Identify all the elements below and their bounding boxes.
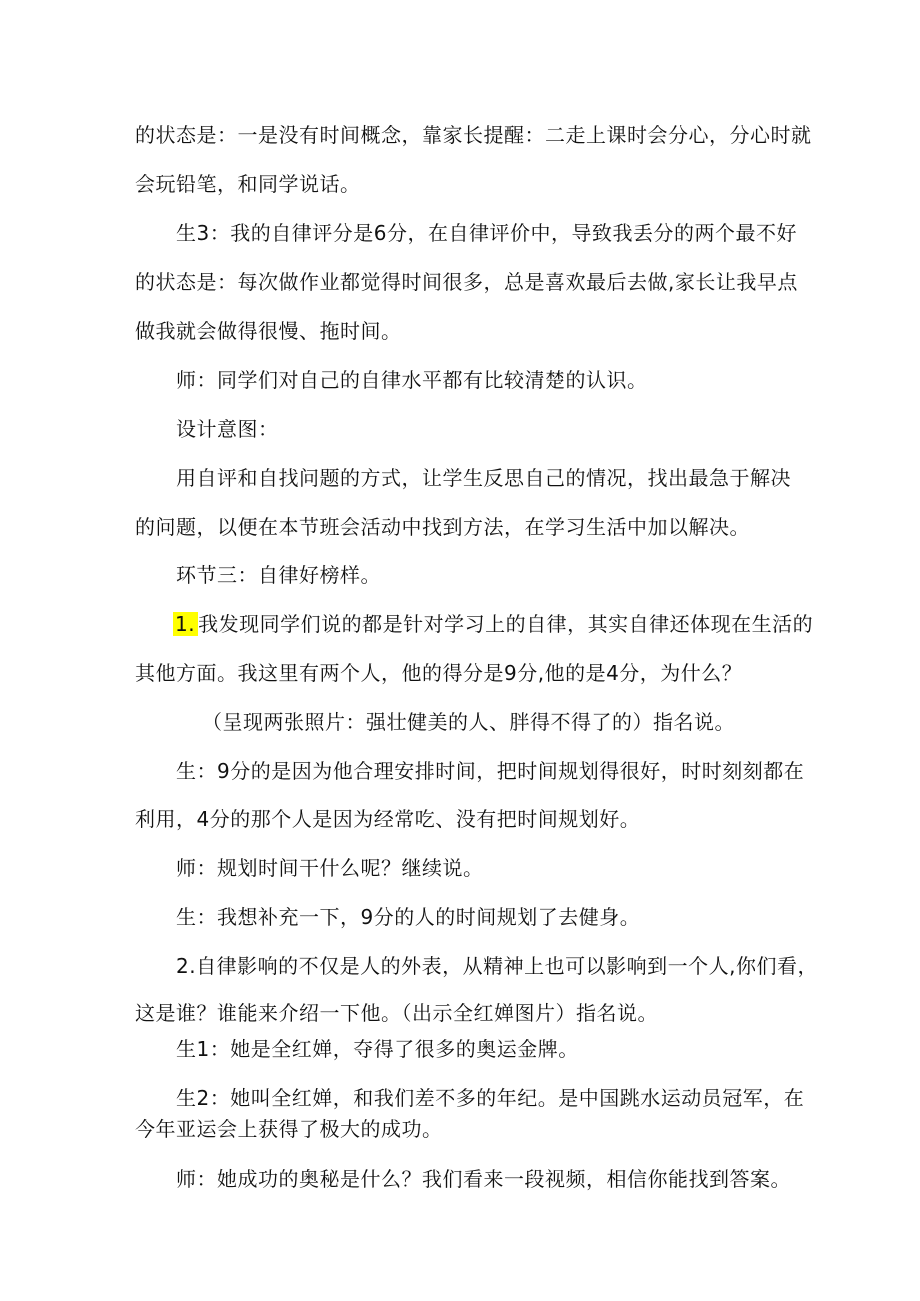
text-line: 这是谁？谁能来介绍一下他。（出示全红婵图片）指名说。: [135, 1001, 658, 1025]
text-line: 生2：她叫全红婵，和我们差不多的年纪。是中国跳水运动员冠军，在: [176, 1086, 805, 1110]
text-line: 用自评和自找问题的方式，让学生反思自己的情况，找出最急于解决: [176, 466, 791, 490]
text-line: 环节三：自律好榜样。: [176, 563, 381, 587]
text-line: 生：我想补充一下，9分的人的时间规划了去健身。: [176, 905, 641, 929]
text-line: （呈现两张照片：强壮健美的人、胖得不得了的）指名说。: [202, 710, 735, 734]
highlight-marker: 1.: [173, 612, 198, 636]
line-text: 我发现同学们说的都是针对学习上的自律，其实自律还体现在生活的: [198, 612, 814, 636]
text-line: 生3：我的自律评分是6分，在自律评价中，导致我丢分的两个最不好: [176, 221, 797, 245]
text-line: 会玩铅笔，和同学说话。: [135, 172, 361, 196]
text-line: 的状态是：每次做作业都觉得时间很多，总是喜欢最后去做,家长让我早点: [135, 270, 798, 294]
text-line: 今年亚运会上获得了极大的成功。: [135, 1117, 443, 1141]
text-line-highlighted: [176, 610, 920, 638]
text-line: 生：9分的是因为他合理安排时间，把时间规划得很好，时时刻刻都在: [176, 759, 805, 783]
text-line: 做我就会做得很慢、拖时间。: [135, 319, 402, 343]
text-line: 师：同学们对自己的自律水平都有比较清楚的认识。: [176, 368, 648, 392]
text-line: 的状态是：一是没有时间概念，靠家长提醒：二走上课时会分心，分心时就: [135, 123, 812, 147]
text-line: 师：她成功的奥秘是什么？我们看来一段视频，相信你能找到答案。: [176, 1167, 791, 1191]
text-line: 的问题，以便在本节班会活动中找到方法，在学习生活中加以解决。: [135, 515, 750, 539]
text-line: 师：规划时间干什么呢？继续说。: [176, 856, 484, 880]
text-line: 设计意图：: [176, 417, 279, 441]
text-line: 2.自律影响的不仅是人的外表，从精神上也可以影响到一个人,你们看，: [176, 954, 818, 978]
text-line: 其他方面。我这里有两个人，他的得分是9分,他的是4分，为什么？: [135, 661, 743, 685]
text-line: 利用，4分的那个人是因为经常吃、没有把时间规划好。: [135, 807, 641, 831]
text-line: 生1：她是全红婵，夺得了很多的奥运金牌。: [176, 1037, 579, 1061]
